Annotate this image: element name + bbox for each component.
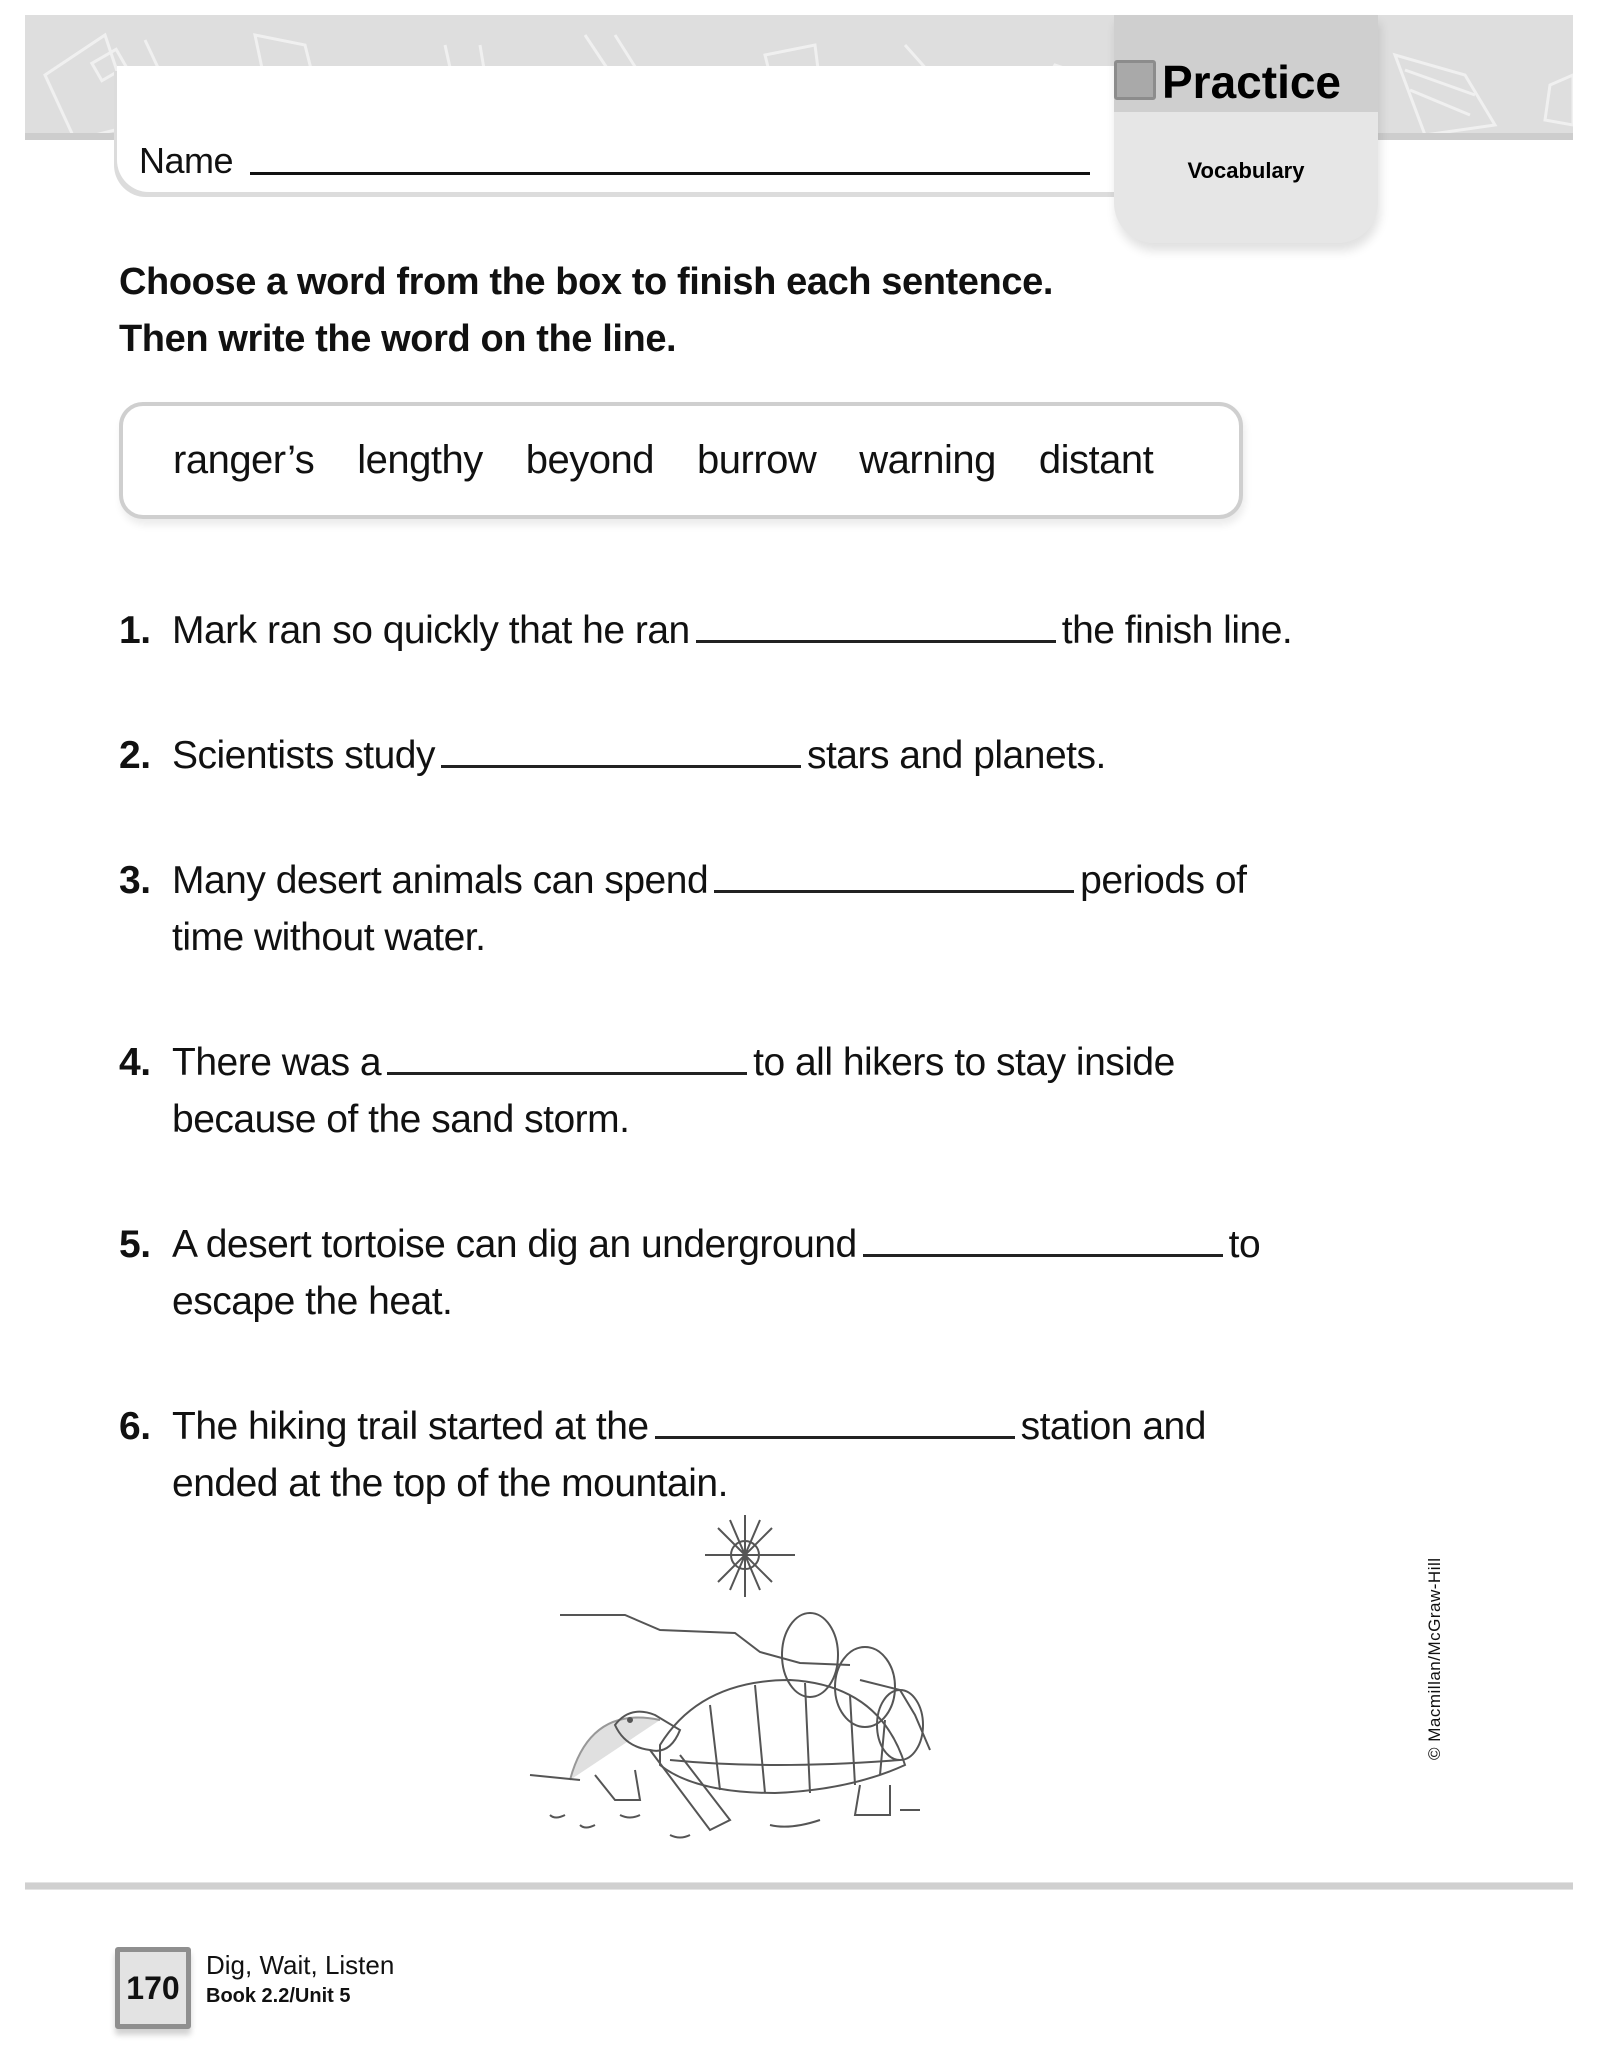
answer-blank-6[interactable] [655,1409,1015,1439]
copyright-notice: © Macmillan/McGraw-Hill [1425,1557,1444,1760]
question-5 [119,1216,1359,1330]
tortoise-icon [520,1515,940,1865]
question-number: 2. [119,734,151,777]
practice-tab [1114,15,1378,243]
footer-subtitle: Book 2.2/Unit 5 [206,1985,351,2007]
answer-blank-4[interactable] [387,1045,747,1075]
question-text: Many desert animals can spend [172,859,709,902]
question-text: Scientists study [172,734,435,777]
sun-icon [705,1515,795,1597]
question-3 [119,852,1359,966]
answer-blank-1[interactable] [696,613,1056,643]
word-option: ranger’s [173,438,315,482]
word-option: warning [859,438,996,482]
answer-blank-5[interactable] [863,1227,1223,1257]
name-label: Name [139,140,234,181]
footer-divider [25,1882,1573,1890]
question-text: stars and planets. [806,734,1106,777]
question-text: periods of [1080,859,1247,902]
word-option: beyond [525,438,654,482]
question-continuation: time without water. [172,916,486,959]
page-number: 170 [115,1947,191,2029]
instruction-line: Choose a word from the box to finish each sentence. [119,261,1053,303]
name-box [117,66,1117,192]
question-text: to [1228,1223,1261,1266]
question-continuation: ended at the top of the mountain. [172,1462,728,1505]
word-option: lengthy [357,438,483,482]
name-input-line[interactable] [250,172,1090,175]
square-icon [1114,60,1156,100]
desert-tortoise-illustration [520,1515,940,1870]
word-box [119,402,1243,519]
instruction-line: Then write the word on the line. [119,318,677,360]
instructions [119,254,1319,368]
question-text: Mark ran so quickly that he ran [172,609,690,652]
question-1 [119,602,1359,659]
question-continuation: escape the heat. [172,1280,453,1323]
tab-subtitle: Vocabulary [1187,158,1305,183]
question-text: The hiking trail started at the [172,1405,649,1448]
footer-title: Dig, Wait, Listen [206,1950,395,1980]
question-number: 1. [119,609,151,652]
question-6 [119,1398,1359,1512]
question-number: 6. [119,1405,151,1448]
word-option: distant [1038,438,1154,482]
question-text: to all hikers to stay inside [753,1041,1175,1084]
question-text: station and [1020,1405,1206,1448]
question-4 [119,1034,1359,1148]
question-continuation: because of the sand storm. [172,1098,630,1141]
tab-title: Practice [1162,56,1342,108]
question-number: 5. [119,1223,151,1266]
question-text: the finish line. [1061,609,1293,652]
answer-blank-3[interactable] [714,863,1074,893]
question-text: There was a [172,1041,382,1084]
question-number: 4. [119,1041,151,1084]
question-text: A desert tortoise can dig an underground [172,1223,857,1266]
question-2 [119,727,1359,784]
answer-blank-2[interactable] [441,738,801,768]
question-number: 3. [119,859,151,902]
word-option: burrow [697,438,817,482]
